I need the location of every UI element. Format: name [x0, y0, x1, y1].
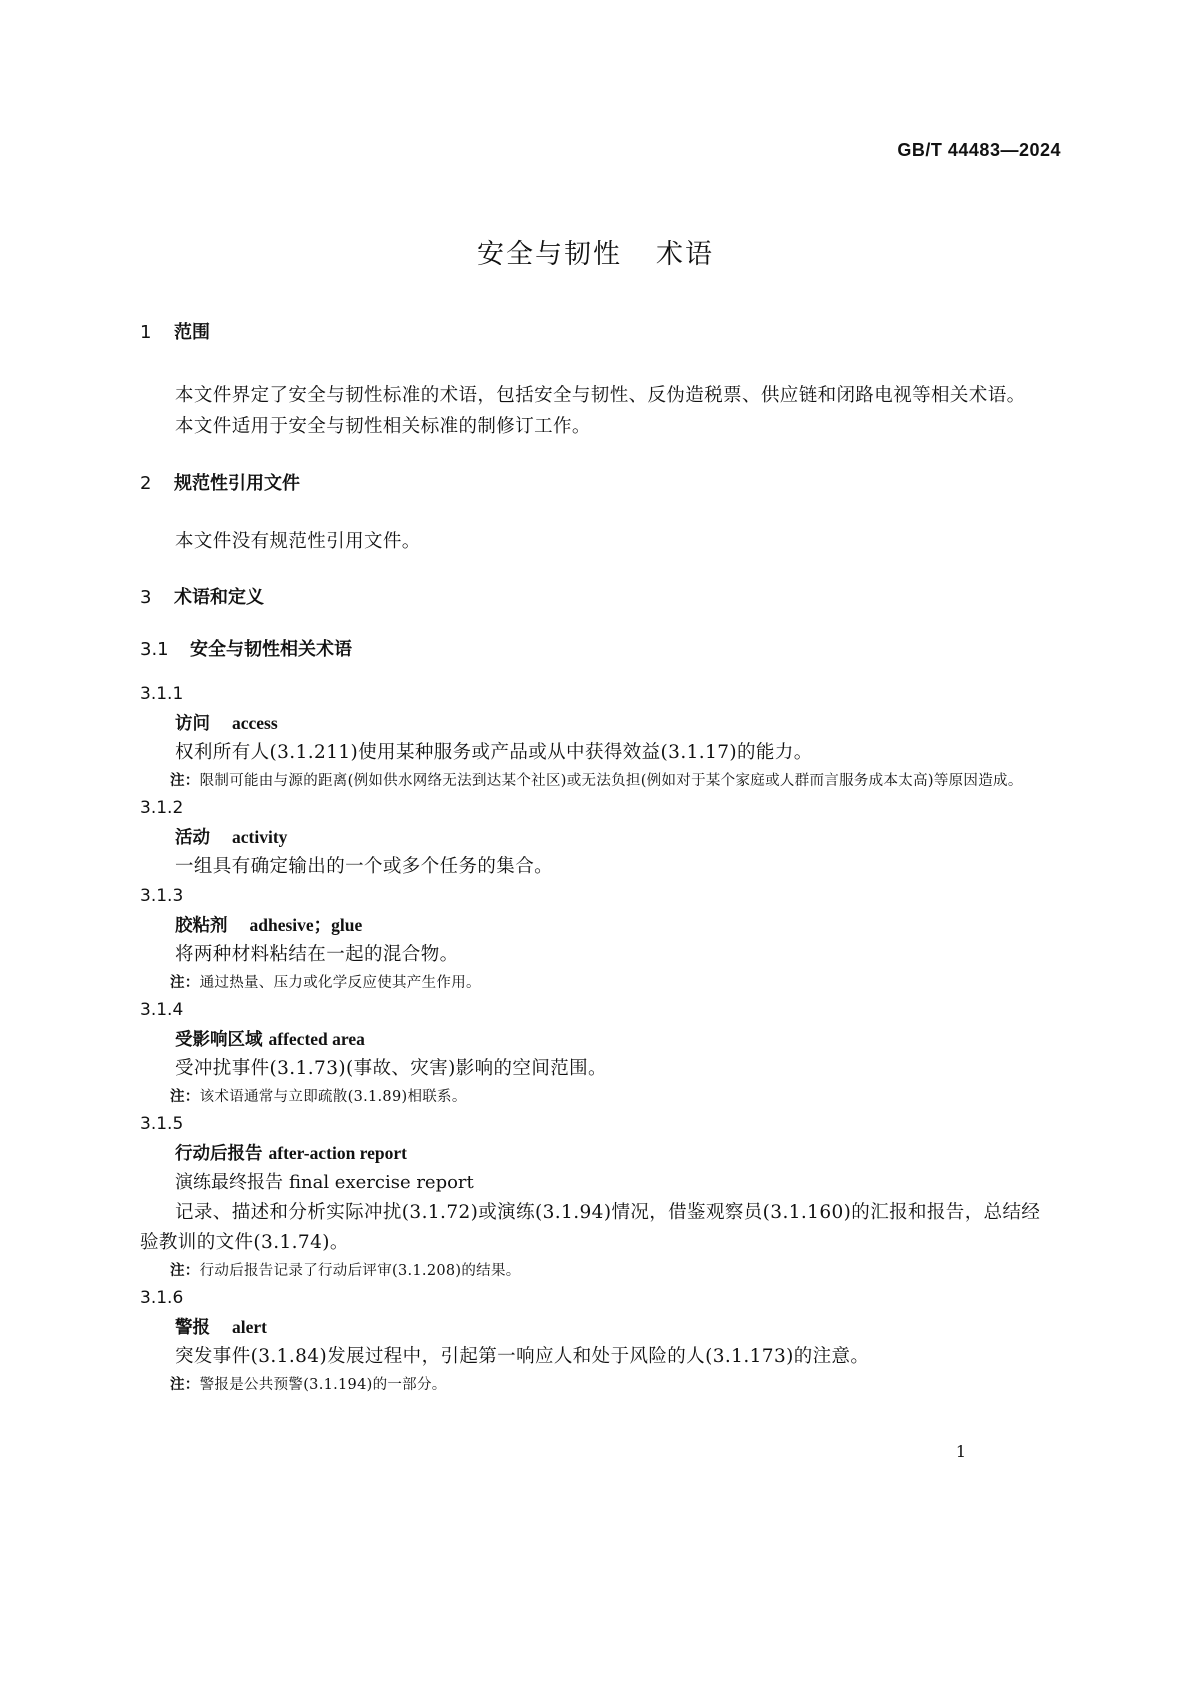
term-definition: 受冲扰事件(3.1.73)(事故、灾害)影响的空间范围。 [175, 1058, 607, 1079]
page-number: 1 [955, 1442, 966, 1461]
term-heading: 受影响区域 affected area [175, 1029, 365, 1050]
term-note: 注：警报是公共预警(3.1.194)的一部分。 [170, 1377, 447, 1393]
term-definition: 一组具有确定输出的一个或多个任务的集合。 [175, 856, 554, 877]
term-note: 注：限制可能由与源的距离(例如供水网络无法到达某个社区)或无法负担(例如对于某个家庭或人群而言服务成本太高)等原因造成。 [170, 773, 1023, 789]
term-entry [140, 996, 1051, 1110]
term-number: 3.1.3 [140, 886, 184, 906]
term-heading: 活动 activity [175, 827, 288, 848]
document-title [0, 232, 1191, 271]
term-number: 3.1.1 [140, 684, 184, 704]
term-alternative: 演练最终报告 final exercise report [175, 1172, 474, 1193]
section-2-para-1: 本文件没有规范性引用文件。 [175, 531, 421, 552]
section-1-heading: 1 范围 [140, 322, 210, 343]
term-heading: 访问 access [175, 713, 278, 734]
section-3-heading: 3 术语和定义 [140, 587, 264, 608]
term-number: 3.1.4 [140, 1000, 184, 1020]
term-entry [140, 1284, 1051, 1398]
title-part-2: 术语 [656, 239, 714, 270]
term-heading: 警报 alert [175, 1317, 267, 1338]
term-entry [140, 1110, 1051, 1284]
term-heading: 行动后报告 after-action report [175, 1143, 407, 1164]
term-number: 3.1.5 [140, 1114, 184, 1134]
term-number: 3.1.6 [140, 1288, 184, 1308]
title-part-1: 安全与韧性 [477, 239, 622, 270]
section-1-para-1: 本文件界定了安全与韧性标准的术语，包括安全与韧性、反伪造税票、供应链和闭路电视等相关术语。 [175, 385, 1026, 406]
term-note: 注：通过热量、压力或化学反应使其产生作用。 [170, 975, 481, 991]
term-entry [140, 794, 1051, 882]
term-entry [140, 882, 1051, 996]
standard-id: GB/T 44483—2024 [897, 140, 1061, 160]
term-definition: 权利所有人(3.1.211)使用某种服务或产品或从中获得效益(3.1.17)的能力。 [175, 742, 813, 763]
term-definition: 记录、描述和分析实际冲扰(3.1.72)或演练(3.1.94)情况，借鉴观察员(3.1.160)的汇报和报告，总结经验教训的文件(3.1.74)。 [140, 1202, 1041, 1253]
term-definition: 将两种材料粘结在一起的混合物。 [175, 944, 459, 965]
term-heading: 胶粘剂 adhesive；glue [175, 915, 363, 936]
term-entry [140, 680, 1051, 794]
section-2-heading: 2 规范性引用文件 [140, 473, 300, 494]
document-body [140, 320, 1051, 1398]
term-note: 注：行动后报告记录了行动后评审(3.1.208)的结果。 [170, 1263, 521, 1279]
section-3-1-heading: 3.1 安全与韧性相关术语 [140, 639, 352, 660]
term-note: 注：该术语通常与立即疏散(3.1.89)相联系。 [170, 1089, 467, 1105]
section-1-para-2: 本文件适用于安全与韧性相关标准的制修订工作。 [175, 416, 591, 437]
term-definition: 突发事件(3.1.84)发展过程中，引起第一响应人和处于风险的人(3.1.173)的注意。 [175, 1346, 870, 1367]
term-number: 3.1.2 [140, 798, 184, 818]
